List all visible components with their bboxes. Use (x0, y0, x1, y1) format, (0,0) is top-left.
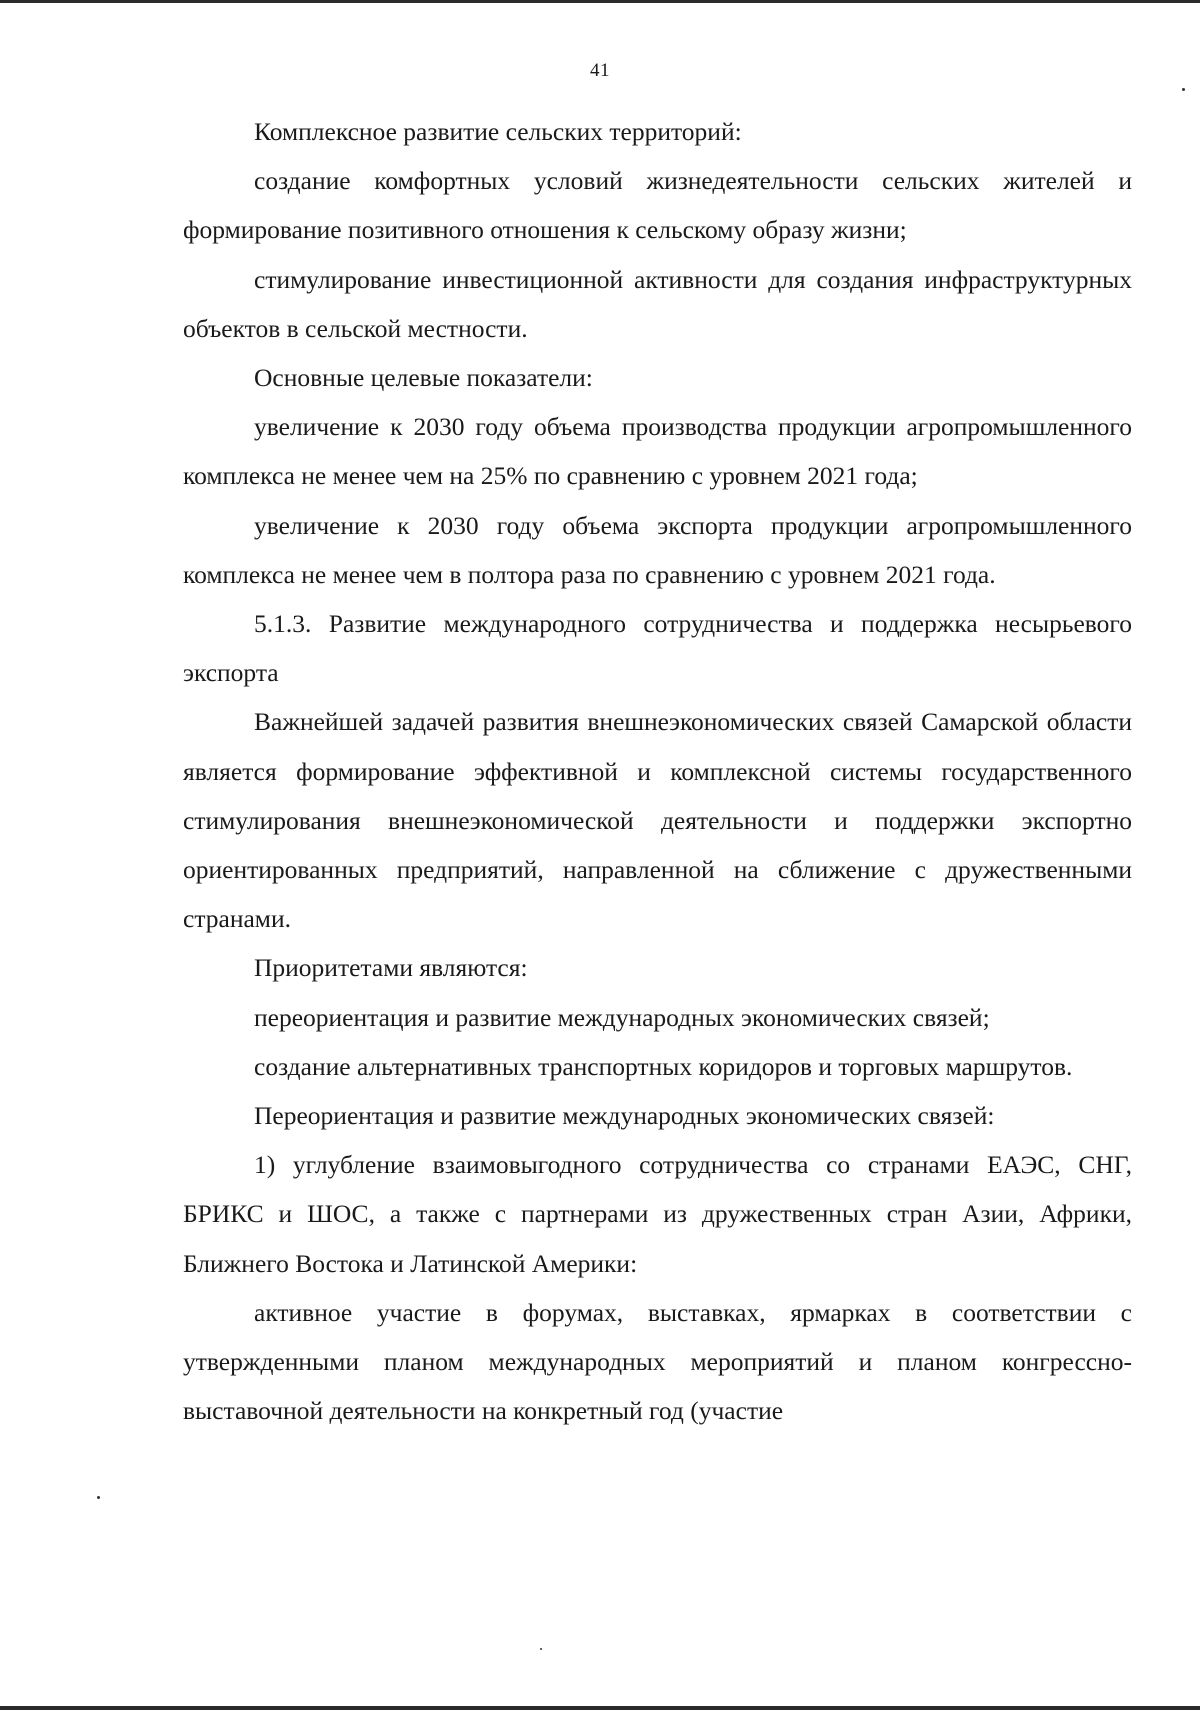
priority-item-reorientation: переориентация и развитие международных экономических связей; (254, 1002, 990, 1032)
priority-item-corridors: создание альтернативных транспортных коридоров и торговых маршрутов. (254, 1051, 1073, 1081)
priorities-heading: Приоритетами являются: (254, 953, 528, 983)
paragraph-export-target: увеличение к 2030 году объема экспорта продукции агропромышленного комплекса не менее чем в полтора раза по сравнению с уровнем 2021 года. (183, 510, 1132, 589)
top-border-line (0, 0, 1200, 3)
section-heading-rural: Комплексное развитие сельских территорий: (254, 117, 742, 146)
paragraph-comfortable-conditions: создание комфортных условий жизнедеятельности сельских жителей и формирование позитивного отношения к сельскому образу жизни; (183, 166, 1132, 245)
paragraph-production-target: увеличение к 2030 году объема производства продукции агропромышленного комплекса не менее чем на 25% по сравнению с уровнем 2021 года; (183, 412, 1132, 491)
scan-speck (540, 1648, 542, 1650)
document-body (183, 107, 1132, 1435)
paragraph-active-participation: активное участие в форумах, выставках, ярмарках в соответствии с утвержденными планом международных мероприятий и планом конгрессно-выставочной деятельности на конкретный год (участие (183, 1297, 1132, 1426)
reorientation-heading: Переориентация и развитие международных экономических связей: (254, 1101, 995, 1131)
scan-speck (97, 1496, 100, 1499)
page-number: 41 (590, 60, 610, 81)
list-item-1: 1) углубление взаимовыгодного сотрудничества со странами ЕАЭС, СНГ, БРИКС и ШОС, а также с партнерами из дружественных стран Азии, Африки, Ближнего Востока и Латинской Америки: (183, 1150, 1132, 1278)
paragraph-main-task: Важнейшей задачей развития внешнеэкономических связей Самарской области является формирование эффективной и комплексной системы государственного стимулирования внешнеэкономической деятельности и поддержки экспортно ориентированных предприятий, направленной на сближение с дружественными странами. (183, 707, 1132, 934)
targets-heading: Основные целевые показатели: (254, 363, 593, 393)
scan-speck (1182, 88, 1185, 91)
section-heading-5-1-3: 5.1.3. Развитие международного сотрудничества и поддержка несырьевого экспорта (183, 609, 1132, 688)
bottom-border-line (0, 1706, 1200, 1710)
paragraph-investment-activity: стимулирование инвестиционной активности для создания инфраструктурных объектов в сельской местности. (183, 264, 1132, 343)
